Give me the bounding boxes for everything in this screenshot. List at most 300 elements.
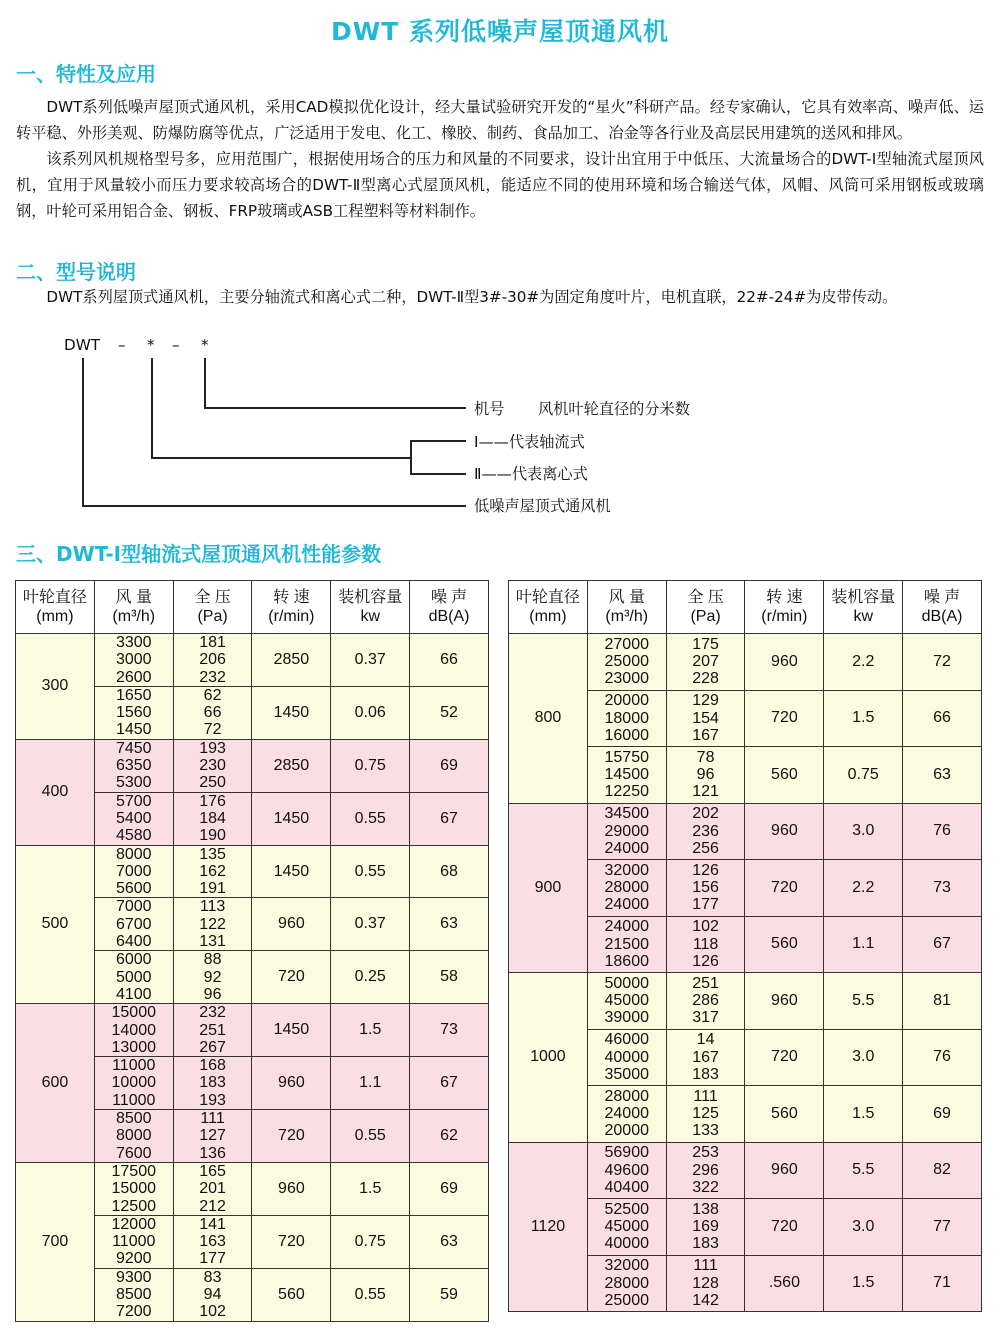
pressure-value: 111 <box>693 1257 718 1275</box>
airflow-value: 28000 <box>604 1274 649 1292</box>
cell-pressure <box>666 1086 745 1143</box>
airflow-value: 6400 <box>115 933 152 951</box>
airflow-value: 14000 <box>111 1021 156 1039</box>
cell-pressure <box>173 686 252 739</box>
cell-speed: 560 <box>745 1086 824 1143</box>
cell-noise: 69 <box>410 739 489 792</box>
airflow-value: 15000 <box>111 1004 156 1022</box>
airflow-value: 14500 <box>604 766 649 784</box>
airflow-value: 27000 <box>604 635 649 653</box>
cell-power: 1.5 <box>824 690 903 747</box>
cell-noise: 69 <box>410 1162 489 1215</box>
cell-speed: 1450 <box>252 792 331 845</box>
cell-noise: 66 <box>410 634 489 687</box>
airflow-value: 18000 <box>604 709 649 727</box>
pressure-value: 251 <box>692 974 719 992</box>
header-noise: 噪 声 dB(A) <box>903 581 982 634</box>
pressure-value: 322 <box>692 1178 719 1196</box>
pressure-value: 136 <box>199 1144 226 1162</box>
diagram-label-type2: Ⅱ——代表离心式 <box>474 465 588 483</box>
cell-power: 0.25 <box>331 951 410 1004</box>
airflow-value: 8000 <box>115 845 152 863</box>
cell-speed: 720 <box>745 1199 824 1256</box>
cell-power: 1.5 <box>824 1086 903 1143</box>
diagram-star-1: * <box>147 336 155 354</box>
pressure-value: 206 <box>199 651 226 669</box>
diagram-line <box>151 457 411 459</box>
pressure-value: 183 <box>692 1065 719 1083</box>
header-pressure: 全 压 (Pa) <box>666 581 745 634</box>
cell-power: 0.75 <box>824 747 903 804</box>
airflow-value: 1650 <box>115 686 152 704</box>
pressure-value: 202 <box>692 805 719 823</box>
cell-noise: 82 <box>903 1142 982 1199</box>
cell-noise: 59 <box>410 1268 489 1321</box>
cell-pressure <box>666 1029 745 1086</box>
pressure-value: 141 <box>199 1215 226 1233</box>
airflow-value: 24000 <box>604 896 649 914</box>
airflow-value: 9300 <box>115 1268 152 1286</box>
pressure-value: 201 <box>199 1180 226 1198</box>
pressure-value: 62 <box>203 686 222 704</box>
airflow-value: 5400 <box>115 809 152 827</box>
cell-speed: 2850 <box>252 739 331 792</box>
cell-diameter: 400 <box>16 739 95 845</box>
airflow-value: 45000 <box>604 992 649 1010</box>
cell-pressure <box>173 1268 252 1321</box>
cell-power: 5.5 <box>824 1142 903 1199</box>
airflow-value: 8500 <box>115 1110 152 1128</box>
pressure-value: 190 <box>199 827 226 845</box>
pressure-value: 127 <box>199 1127 226 1145</box>
cell-power: 2.2 <box>824 634 903 691</box>
cell-airflow <box>94 951 173 1004</box>
performance-table-left <box>15 580 489 1322</box>
cell-airflow <box>94 1057 173 1110</box>
airflow-value: 18600 <box>604 952 649 970</box>
cell-pressure <box>666 1142 745 1199</box>
cell-noise: 52 <box>410 686 489 739</box>
cell-speed: 720 <box>252 1110 331 1163</box>
pressure-value: 317 <box>692 1009 719 1027</box>
cell-airflow <box>587 803 666 860</box>
pressure-value: 96 <box>203 985 222 1003</box>
cell-pressure <box>173 792 252 845</box>
airflow-value: 12250 <box>604 783 649 801</box>
cell-speed: 960 <box>745 634 824 691</box>
cell-pressure <box>173 739 252 792</box>
pressure-value: 169 <box>692 1218 719 1236</box>
cell-pressure <box>666 634 745 691</box>
pressure-value: 183 <box>692 1235 719 1253</box>
table-row <box>16 739 489 792</box>
cell-power: 2.2 <box>824 860 903 917</box>
pressure-value: 232 <box>199 1004 226 1022</box>
pressure-value: 156 <box>692 879 719 897</box>
pressure-value: 256 <box>692 839 719 857</box>
pressure-value: 167 <box>692 726 719 744</box>
pressure-value: 175 <box>692 635 719 653</box>
cell-power: 0.37 <box>331 898 410 951</box>
cell-airflow <box>587 916 666 973</box>
diagram-star-2: * <box>201 336 209 354</box>
cell-power: 3.0 <box>824 1029 903 1086</box>
cell-power: 0.55 <box>331 1268 410 1321</box>
cell-pressure <box>173 898 252 951</box>
cell-noise: 71 <box>903 1255 982 1312</box>
cell-noise: 76 <box>903 1029 982 1086</box>
airflow-value: 10000 <box>111 1074 156 1092</box>
pressure-value: 207 <box>692 653 719 671</box>
cell-pressure <box>666 747 745 804</box>
cell-power: 0.55 <box>331 792 410 845</box>
pressure-value: 253 <box>692 1144 719 1162</box>
header-airflow: 风 量 (m³/h) <box>587 581 666 634</box>
section-heading-model: 二、型号说明 <box>16 260 136 284</box>
diagram-line <box>82 505 466 507</box>
airflow-value: 13000 <box>111 1038 156 1056</box>
cell-speed: 720 <box>252 1215 331 1268</box>
cell-airflow <box>94 686 173 739</box>
pressure-value: 126 <box>692 861 719 879</box>
cell-noise: 63 <box>410 898 489 951</box>
cell-power: 5.5 <box>824 973 903 1030</box>
page-title: DWT 系列低噪声屋顶通风机 <box>330 17 670 46</box>
pressure-value: 92 <box>203 968 222 986</box>
cell-diameter: 300 <box>16 634 95 740</box>
cell-diameter: 1120 <box>509 1142 588 1312</box>
airflow-value: 21500 <box>604 935 649 953</box>
pressure-value: 296 <box>692 1161 719 1179</box>
cell-speed: 960 <box>745 803 824 860</box>
airflow-value: 49600 <box>604 1161 649 1179</box>
cell-power: 0.37 <box>331 634 410 687</box>
features-paragraph-1: DWT系列低噪声屋顶式通风机，采用CAD模拟优化设计，经大量试验研究开发的“星火”科研产品。经专家确认，它具有效率高、噪声低、运转平稳、外形美观、防爆防腐等优点，广泛适用于发电、化工、橡胶、制药、食品加工、冶金等各行业及高层民用建筑的送风和排风。 <box>16 98 984 142</box>
airflow-value: 20000 <box>604 1122 649 1140</box>
pressure-value: 118 <box>692 935 719 953</box>
cell-noise: 73 <box>410 1004 489 1057</box>
cell-pressure <box>173 951 252 1004</box>
cell-airflow <box>587 1029 666 1086</box>
cell-speed: 720 <box>745 1029 824 1086</box>
airflow-value: 7600 <box>115 1144 152 1162</box>
airflow-value: 9200 <box>115 1250 152 1268</box>
airflow-value: 4100 <box>115 985 152 1003</box>
pressure-value: 102 <box>692 918 719 936</box>
cell-airflow <box>94 1004 173 1057</box>
pressure-value: 111 <box>693 1087 718 1105</box>
pressure-value: 162 <box>199 862 226 880</box>
pressure-value: 125 <box>692 1105 719 1123</box>
diagram-line <box>410 440 412 474</box>
airflow-value: 5700 <box>115 792 152 810</box>
pressure-value: 230 <box>199 757 226 775</box>
airflow-value: 4580 <box>115 827 152 845</box>
cell-diameter: 900 <box>509 803 588 973</box>
pressure-value: 177 <box>199 1250 226 1268</box>
cell-noise: 81 <box>903 973 982 1030</box>
cell-diameter: 1000 <box>509 973 588 1143</box>
airflow-value: 11000 <box>112 1233 156 1251</box>
airflow-value: 6350 <box>115 757 152 775</box>
pressure-value: 176 <box>199 792 226 810</box>
pressure-value: 251 <box>199 1021 226 1039</box>
cell-pressure <box>173 1057 252 1110</box>
airflow-value: 28000 <box>604 1087 649 1105</box>
pressure-value: 129 <box>692 692 719 710</box>
diagram-label-name: 低噪声屋顶式通风机 <box>474 497 611 515</box>
airflow-value: 40400 <box>604 1178 649 1196</box>
section-heading-features: 一、特性及应用 <box>16 62 156 86</box>
pressure-value: 165 <box>199 1162 226 1180</box>
section-heading-performance: 三、DWT-Ⅰ型轴流式屋顶通风机性能参数 <box>16 542 382 566</box>
airflow-value: 24000 <box>604 1105 649 1123</box>
airflow-value: 5000 <box>115 968 152 986</box>
airflow-value: 20000 <box>604 692 649 710</box>
airflow-value: 8500 <box>115 1285 152 1303</box>
diagram-line <box>82 358 84 506</box>
cell-power: 1.5 <box>331 1162 410 1215</box>
table-row <box>509 803 982 860</box>
header-power: 装机容量 kw <box>824 581 903 634</box>
pressure-value: 181 <box>199 634 226 651</box>
model-paragraph: DWT系列屋顶式通风机，主要分轴流式和离心式二种，DWT-Ⅱ型3#-30#为固定角度叶片，电机直联，22#-24#为皮带传动。 <box>46 288 898 306</box>
table-row <box>16 1004 489 1057</box>
cell-speed: 960 <box>252 1162 331 1215</box>
cell-airflow <box>587 634 666 691</box>
diagram-dash-2: – <box>172 336 180 354</box>
pressure-value: 14 <box>696 1031 715 1049</box>
cell-noise: 58 <box>410 951 489 1004</box>
table-row <box>16 1162 489 1215</box>
cell-speed: 720 <box>745 690 824 747</box>
cell-pressure <box>666 690 745 747</box>
cell-noise: 67 <box>410 1057 489 1110</box>
diagram-label-type1: Ⅰ——代表轴流式 <box>474 433 585 451</box>
header-pressure: 全 压 (Pa) <box>173 581 252 634</box>
pressure-value: 212 <box>199 1197 226 1215</box>
airflow-value: 5600 <box>115 880 152 898</box>
airflow-value: 11000 <box>112 1057 156 1075</box>
cell-pressure <box>173 1215 252 1268</box>
diagram-line <box>204 407 466 409</box>
pressure-value: 113 <box>199 898 226 916</box>
table-row <box>509 1142 982 1199</box>
diagram-code-dwt: DWT <box>64 336 100 354</box>
airflow-value: 1560 <box>115 704 152 722</box>
cell-airflow <box>94 739 173 792</box>
airflow-value: 1450 <box>115 721 152 739</box>
header-speed: 转 速 (r/min) <box>252 581 331 634</box>
airflow-value: 24000 <box>604 839 649 857</box>
cell-noise: 72 <box>903 634 982 691</box>
diagram-label-jihao-desc: 风机叶轮直径的分米数 <box>538 400 690 418</box>
cell-airflow <box>587 1199 666 1256</box>
cell-airflow <box>587 690 666 747</box>
airflow-value: 25000 <box>604 653 649 671</box>
diagram-line <box>204 358 206 408</box>
cell-power: 0.75 <box>331 1215 410 1268</box>
airflow-value: 40000 <box>604 1235 649 1253</box>
airflow-value: 12500 <box>111 1197 156 1215</box>
airflow-value: 7000 <box>115 862 152 880</box>
pressure-value: 121 <box>692 783 719 801</box>
model-text <box>16 284 984 310</box>
cell-noise: 67 <box>903 916 982 973</box>
airflow-value: 17500 <box>111 1162 156 1180</box>
table-row <box>509 634 982 691</box>
pressure-value: 193 <box>199 1091 226 1109</box>
pressure-value: 66 <box>203 704 222 722</box>
pressure-value: 78 <box>696 748 715 766</box>
header-speed: 转 速 (r/min) <box>745 581 824 634</box>
cell-pressure <box>173 1110 252 1163</box>
cell-power: 1.1 <box>331 1057 410 1110</box>
pressure-value: 94 <box>203 1285 222 1303</box>
airflow-value: 40000 <box>604 1048 649 1066</box>
airflow-value: 15750 <box>604 748 649 766</box>
cell-speed: 1450 <box>252 1004 331 1057</box>
table-row <box>509 973 982 1030</box>
airflow-value: 16000 <box>604 726 649 744</box>
features-paragraph-2: 该系列风机规格型号多，应用范围广，根据使用场合的压力和风量的不同要求，设计出宜用于中低压、大流量场合的DWT-Ⅰ型轴流式屋顶风机，宜用于风量较小而压力要求较高场合的DWT-Ⅱ型离心式屋顶风机，能适应不同的使用环境和场合输送气体，风帽、风筒可采用钢板或玻璃钢，叶轮可采用铝合金、钢板、FRP玻璃或ASB工程塑料等材料制作。 <box>16 150 984 220</box>
cell-airflow <box>587 860 666 917</box>
cell-pressure <box>666 1255 745 1312</box>
cell-pressure <box>666 1199 745 1256</box>
cell-speed: 560 <box>745 747 824 804</box>
pressure-value: 193 <box>199 739 226 757</box>
cell-noise: 68 <box>410 845 489 898</box>
cell-airflow <box>94 1215 173 1268</box>
cell-speed: 720 <box>745 860 824 917</box>
pressure-value: 142 <box>692 1291 719 1309</box>
pressure-value: 135 <box>199 845 226 863</box>
cell-pressure <box>666 803 745 860</box>
model-code-diagram <box>60 332 760 522</box>
airflow-value: 7000 <box>115 898 152 916</box>
cell-airflow <box>94 1162 173 1215</box>
pressure-value: 177 <box>692 896 719 914</box>
cell-noise: 69 <box>903 1086 982 1143</box>
cell-noise: 62 <box>410 1110 489 1163</box>
table-row <box>16 634 489 687</box>
airflow-value: 15000 <box>111 1180 156 1198</box>
cell-power: 3.0 <box>824 1199 903 1256</box>
cell-diameter: 500 <box>16 845 95 1004</box>
cell-speed: 960 <box>252 898 331 951</box>
airflow-value: 39000 <box>604 1009 649 1027</box>
cell-airflow <box>587 1086 666 1143</box>
cell-pressure <box>666 973 745 1030</box>
cell-noise: 67 <box>410 792 489 845</box>
pressure-value: 184 <box>199 809 226 827</box>
features-text <box>16 94 984 224</box>
cell-speed: 960 <box>745 1142 824 1199</box>
cell-power: 1.5 <box>331 1004 410 1057</box>
cell-power: 3.0 <box>824 803 903 860</box>
cell-noise: 63 <box>410 1215 489 1268</box>
diagram-line <box>151 358 153 458</box>
cell-pressure <box>173 634 252 687</box>
pressure-value: 96 <box>696 766 715 784</box>
cell-pressure <box>666 916 745 973</box>
cell-noise: 66 <box>903 690 982 747</box>
airflow-value: 29000 <box>604 822 649 840</box>
cell-power: 0.06 <box>331 686 410 739</box>
pressure-value: 111 <box>200 1110 225 1128</box>
diagram-line <box>410 440 466 442</box>
header-airflow: 风 量 (m³/h) <box>94 581 173 634</box>
cell-diameter: 700 <box>16 1162 95 1321</box>
airflow-value: 45000 <box>604 1218 649 1236</box>
airflow-value: 8000 <box>115 1127 152 1145</box>
pressure-value: 128 <box>692 1274 719 1292</box>
airflow-value: 6700 <box>115 915 152 933</box>
airflow-value: 34500 <box>604 805 649 823</box>
airflow-value: 28000 <box>604 879 649 897</box>
pressure-value: 138 <box>692 1200 719 1218</box>
cell-speed: 1450 <box>252 845 331 898</box>
diagram-label-jihao: 机号 <box>474 400 505 418</box>
airflow-value: 25000 <box>604 1291 649 1309</box>
header-diameter: 叶轮直径 (mm) <box>16 581 95 634</box>
cell-airflow <box>94 845 173 898</box>
cell-pressure <box>173 845 252 898</box>
cell-power: 0.55 <box>331 1110 410 1163</box>
cell-power: 1.1 <box>824 916 903 973</box>
cell-noise: 77 <box>903 1199 982 1256</box>
pressure-value: 88 <box>203 951 222 969</box>
cell-speed: 1450 <box>252 686 331 739</box>
pressure-value: 183 <box>199 1074 226 1092</box>
pressure-value: 122 <box>199 915 226 933</box>
airflow-value: 50000 <box>604 974 649 992</box>
diagram-line <box>410 473 466 475</box>
cell-noise: 63 <box>903 747 982 804</box>
airflow-value: 5300 <box>115 774 152 792</box>
cell-airflow <box>587 1255 666 1312</box>
airflow-value: 23000 <box>604 670 649 688</box>
cell-power: 1.5 <box>824 1255 903 1312</box>
cell-speed: 960 <box>745 973 824 1030</box>
airflow-value: 3300 <box>115 634 152 651</box>
airflow-value: 7200 <box>115 1303 152 1321</box>
pressure-value: 250 <box>199 774 226 792</box>
pressure-value: 191 <box>199 880 226 898</box>
airflow-value: 6000 <box>115 951 152 969</box>
airflow-value: 24000 <box>604 918 649 936</box>
pressure-value: 72 <box>203 721 222 739</box>
pressure-value: 236 <box>692 822 719 840</box>
pressure-value: 102 <box>199 1303 226 1321</box>
cell-power: 0.55 <box>331 845 410 898</box>
cell-airflow <box>94 898 173 951</box>
airflow-value: 56900 <box>604 1144 649 1162</box>
airflow-value: 46000 <box>604 1031 649 1049</box>
cell-diameter: 800 <box>509 634 588 804</box>
airflow-value: 52500 <box>604 1200 649 1218</box>
diagram-dash-1: – <box>118 336 126 354</box>
airflow-value: 32000 <box>604 861 649 879</box>
pressure-value: 131 <box>199 933 226 951</box>
pressure-value: 163 <box>199 1233 226 1251</box>
airflow-value: 11000 <box>112 1091 156 1109</box>
pressure-value: 267 <box>199 1038 226 1056</box>
cell-speed: 560 <box>745 916 824 973</box>
header-power: 装机容量 kw <box>331 581 410 634</box>
airflow-value: 35000 <box>604 1065 649 1083</box>
cell-diameter: 600 <box>16 1004 95 1163</box>
